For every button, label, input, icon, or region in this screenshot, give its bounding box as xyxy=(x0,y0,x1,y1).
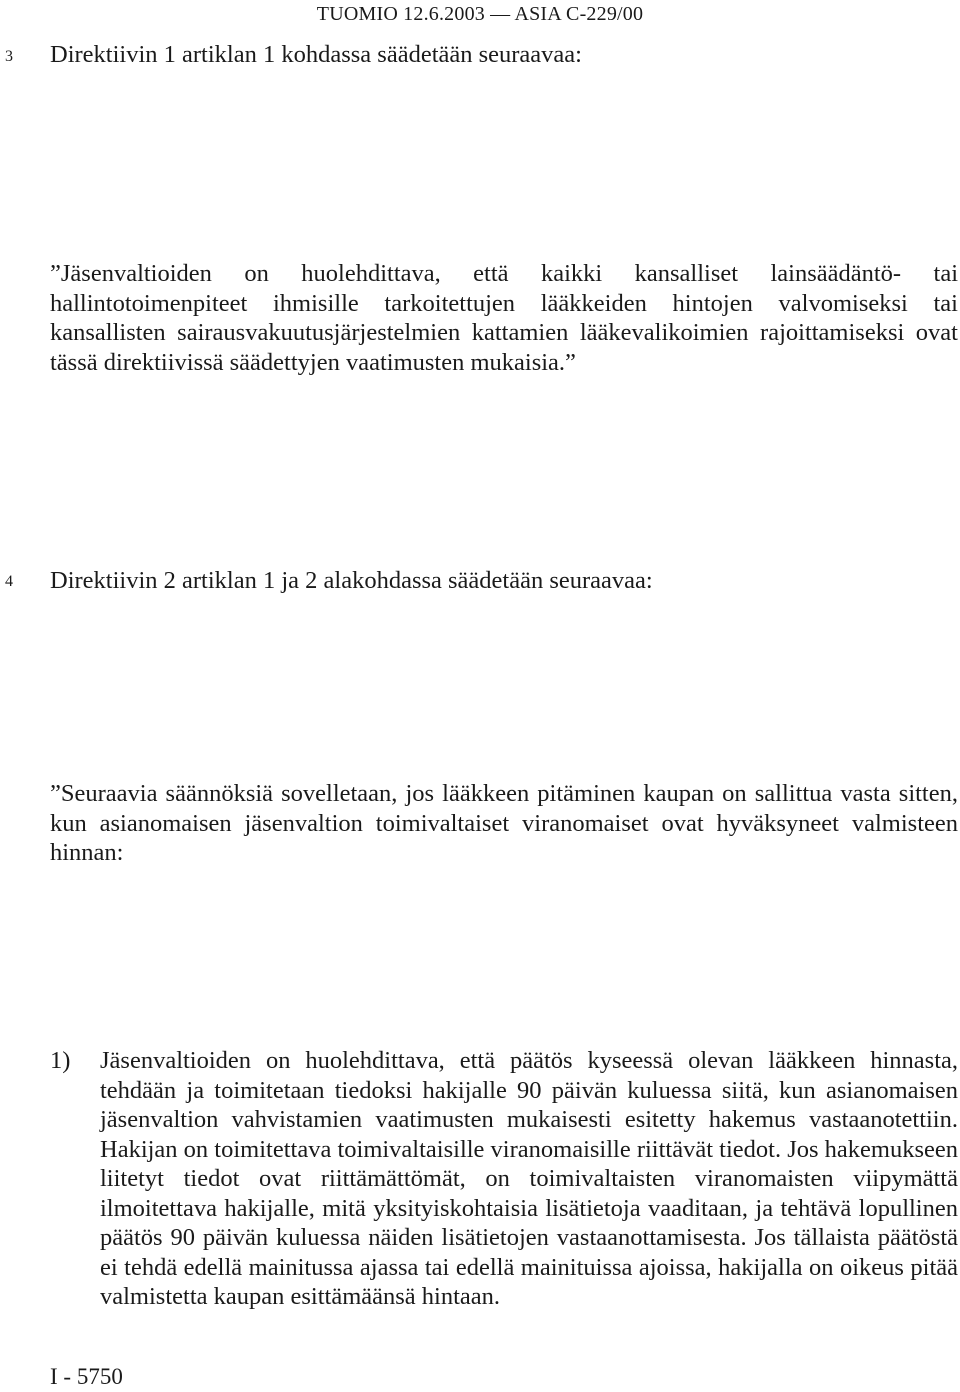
paragraph-number-4: 4 xyxy=(5,573,13,590)
running-header: TUOMIO 12.6.2003 — ASIA C-229/00 xyxy=(316,3,644,25)
section-3-quote: ”Jäsenvaltioiden on huolehdittava, että kaikki kansalliset lainsäädäntö- tai hallintotoimenpiteet ihmisille tarkoitettujen lääkkeiden hintojen valvomiseksi tai kansallisten sairausvakuutusjärjestelmien kattamien lääkevalikoimien rajoittamiseksi ovat tässä direktiivissä säädettyjen vaatimusten mukaisia.” xyxy=(50,260,958,376)
page-number: I - 5750 xyxy=(50,1364,123,1389)
section-3-intro: Direktiivin 1 artiklan 1 kohdassa säädetään seuraavaa: xyxy=(50,41,582,68)
list-item-marker: 1) xyxy=(50,1047,71,1074)
section-4-intro: Direktiivin 2 artiklan 1 ja 2 alakohdassa säädetään seuraavaa: xyxy=(50,567,653,594)
paragraph-number-3: 3 xyxy=(5,48,13,65)
list-item-text: Jäsenvaltioiden on huolehdittava, että päätös kyseessä olevan lääkkeen hinnasta, tehdään ja toimitetaan tiedoksi hakijalle 90 päivän kuluessa siitä, kun asianomaisen jäsenvaltion vahvistamien vaatimusten mukaisesti esitetty hakemus vastaanotettiin. Hakijan on toimitettava toimivaltaisille viranomaisille riittävät tiedot. Jos hakemukseen liitetyt tiedot ovat riittämättömät, on toimivaltaisten viranomaisten viipymättä ilmoitettava hakijalle, mitä yksityiskohtaisia lisätietoja vaaditaan, ja tehtävä lopullinen päätös 90 päivän kuluessa näiden lisätietojen vastaanottamisesta. Jos tällaista päätöstä ei tehdä edellä mainitussa ajassa tai edellä mainituissa ajoissa, hakijalla on oikeus pitää valmistetta kaupan esittämäänsä hintaan. xyxy=(100,1047,958,1310)
section-4-quote: ”Seuraavia säännöksiä sovelletaan, jos lääkkeen pitäminen kaupan on sallittua vasta sitten, kun asianomaisen jäsenvaltion toimivaltaiset viranomaiset ovat hyväksyneet valmisteen hinnan: xyxy=(50,780,958,866)
